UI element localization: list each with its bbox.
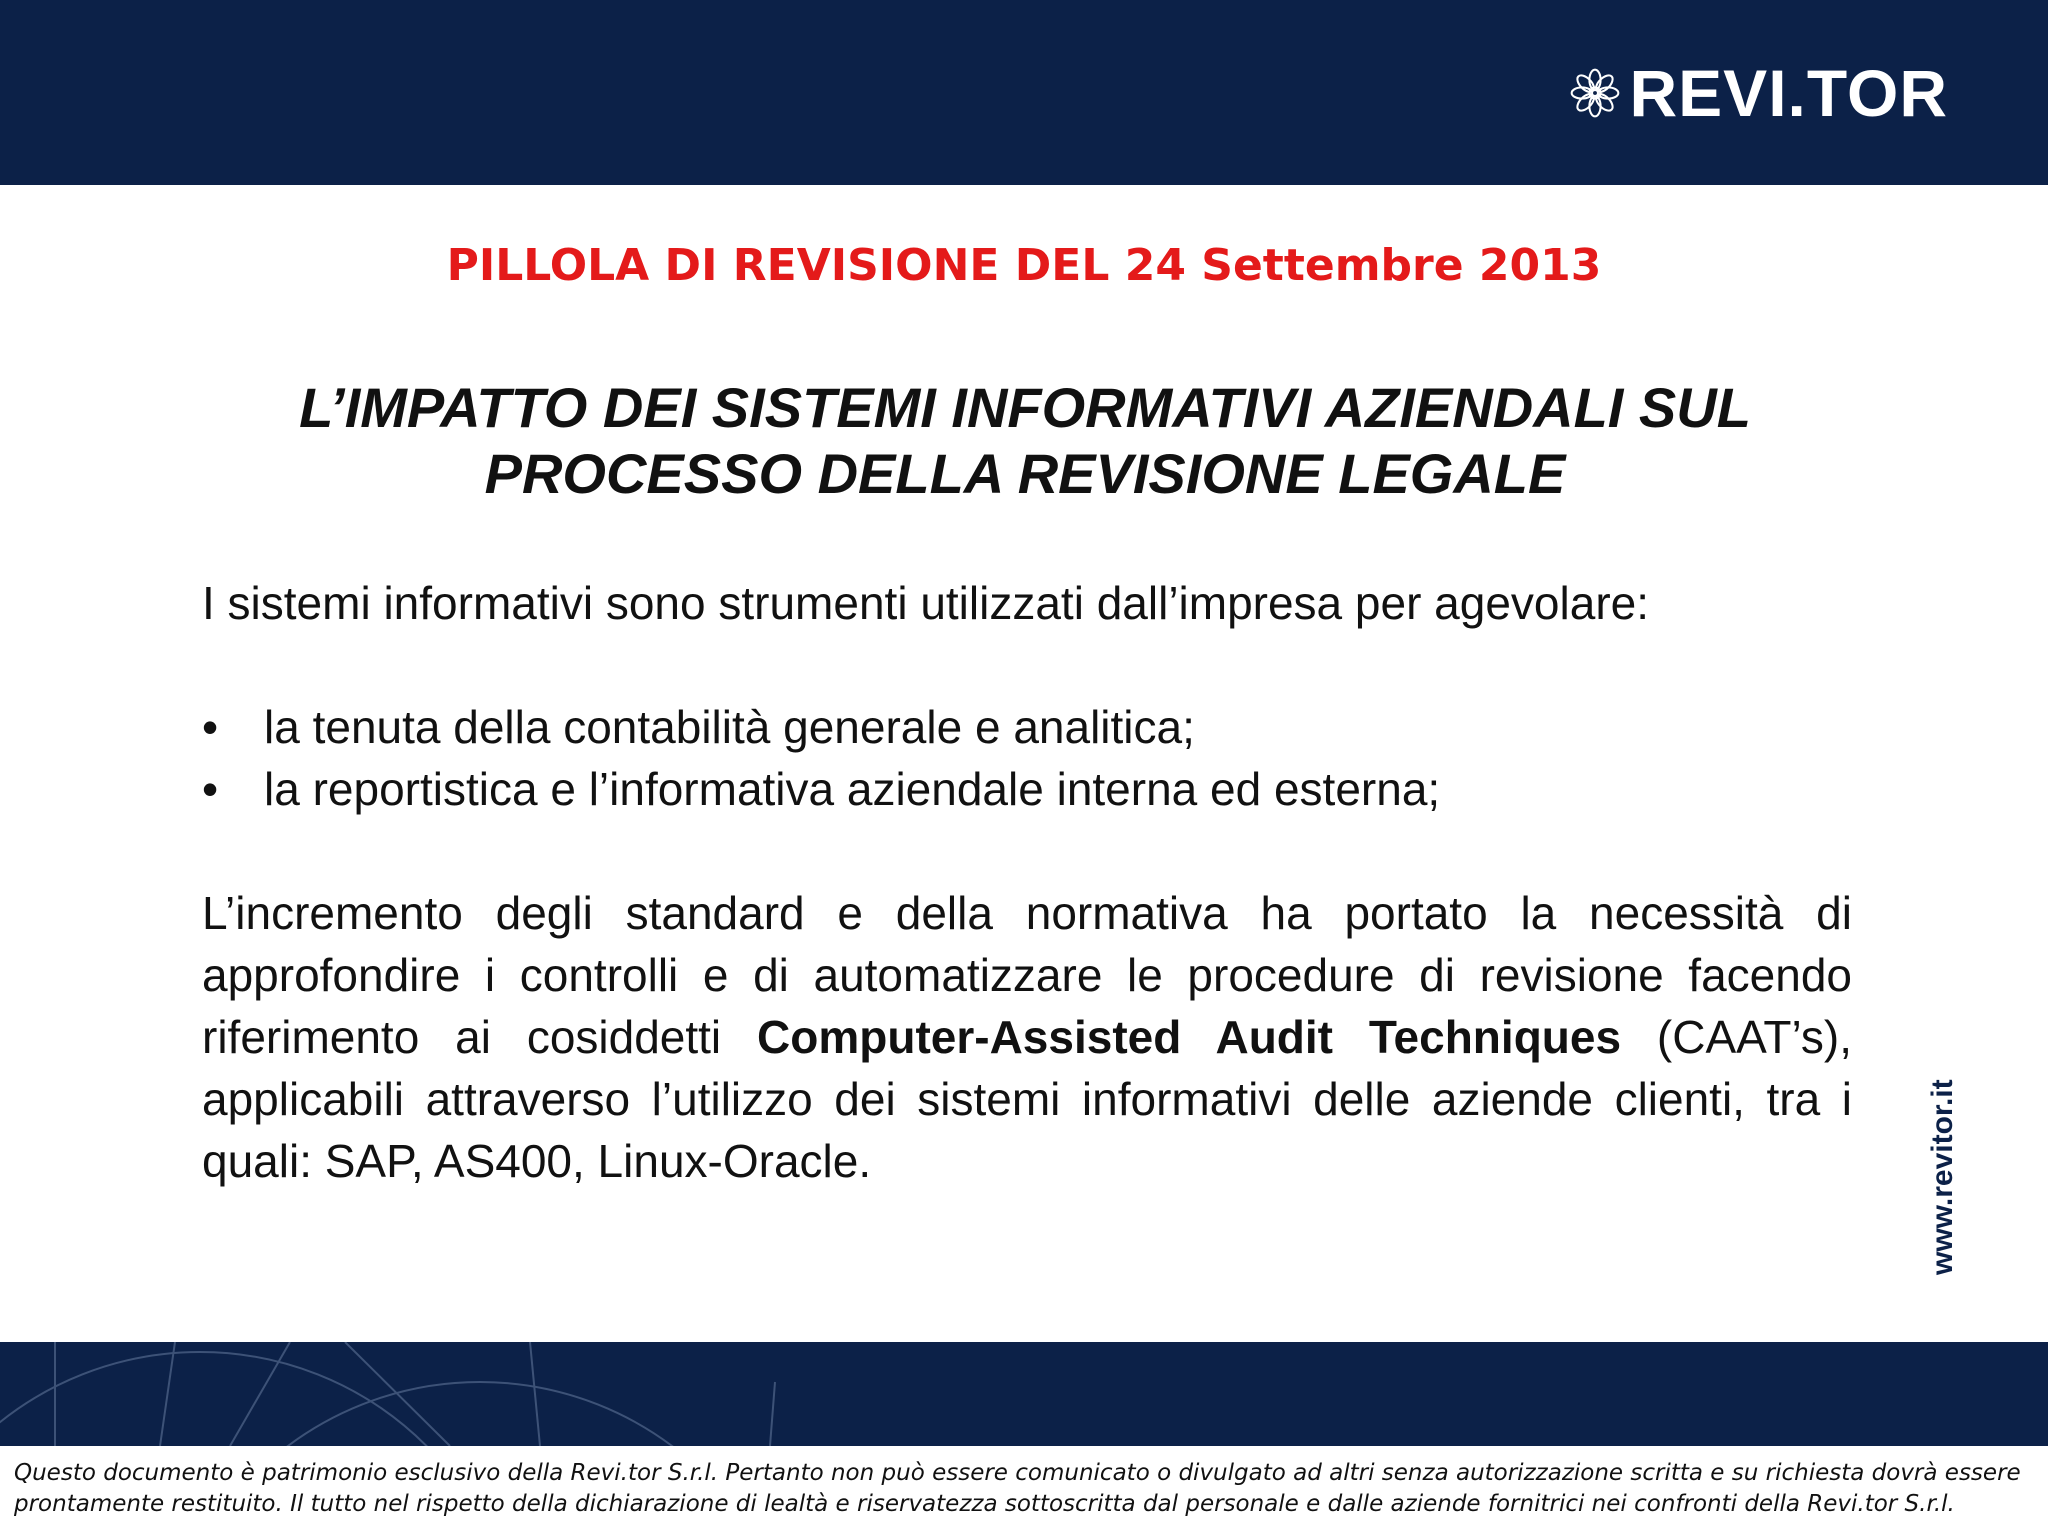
- company-logo: [1567, 56, 1948, 130]
- intro-sentence: I sistemi informativi sono strumenti utilizzati dall’impresa per agevolare:: [202, 577, 1650, 629]
- footer-disclaimer: [14, 1458, 2034, 1520]
- paragraph-bold-term: Computer-Assisted Audit Techniques: [757, 1011, 1622, 1063]
- pill-title: PILLOLA DI REVISIONE DEL 24 Settembre 2013: [446, 240, 1602, 291]
- body-text: [202, 572, 1852, 1192]
- list-item: [202, 696, 1852, 758]
- bullet-text: la reportistica e l’informativa aziendale interna ed esterna;: [264, 763, 1441, 815]
- footer-decoration: [0, 1342, 2048, 1446]
- flower-emblem-icon: [1567, 65, 1623, 121]
- bullet-icon: •: [202, 763, 219, 815]
- list-item: [202, 758, 1852, 820]
- logo-wordmark: REVI.TOR: [1629, 56, 1948, 130]
- bullet-icon: •: [202, 701, 219, 753]
- footer-line-2: prontamente restituito. Il tutto nel rispetto della dichiarazione di lealtà e riservatezza sottoscritta dal personale e dalle aziende fornitrici nei confronti della Revi.tor S.r.l.: [14, 1491, 1955, 1517]
- page-title-line-2: PROCESSO DELLA REVISIONE LEGALE: [484, 442, 1566, 505]
- page-title: [200, 375, 1850, 507]
- paragraph-text-end: (CAAT’s), applicabili attraverso l’utilizzo dei sistemi informativi delle aziende clienti, tra i quali: SAP, AS400, Linux-Oracle.: [202, 1011, 1853, 1187]
- paragraph-text-start: L’incremento degli standard e della normativa ha portato la necessità di approfondire i controlli e di automatizzare le procedure di revisione facendo riferimento ai cosiddetti: [202, 887, 1852, 1063]
- footer-bar: [0, 1342, 2048, 1446]
- bullet-text: la tenuta della contabilità generale e analitica;: [264, 701, 1195, 753]
- header-bar: [0, 0, 2048, 185]
- website-url[interactable]: www.revitor.it: [1926, 1079, 1959, 1275]
- bullet-list: [202, 696, 1852, 820]
- page-title-line-1: L’IMPATTO DEI SISTEMI INFORMATIVI AZIENDALI SUL: [299, 376, 1751, 439]
- footer-line-1: Questo documento è patrimonio esclusivo della Revi.tor S.r.l. Pertanto non può essere comunicato o divulgato ad altri senza autorizzazione scritta e su richiesta dovrà essere: [14, 1460, 2021, 1486]
- main-paragraph: [202, 882, 1852, 1192]
